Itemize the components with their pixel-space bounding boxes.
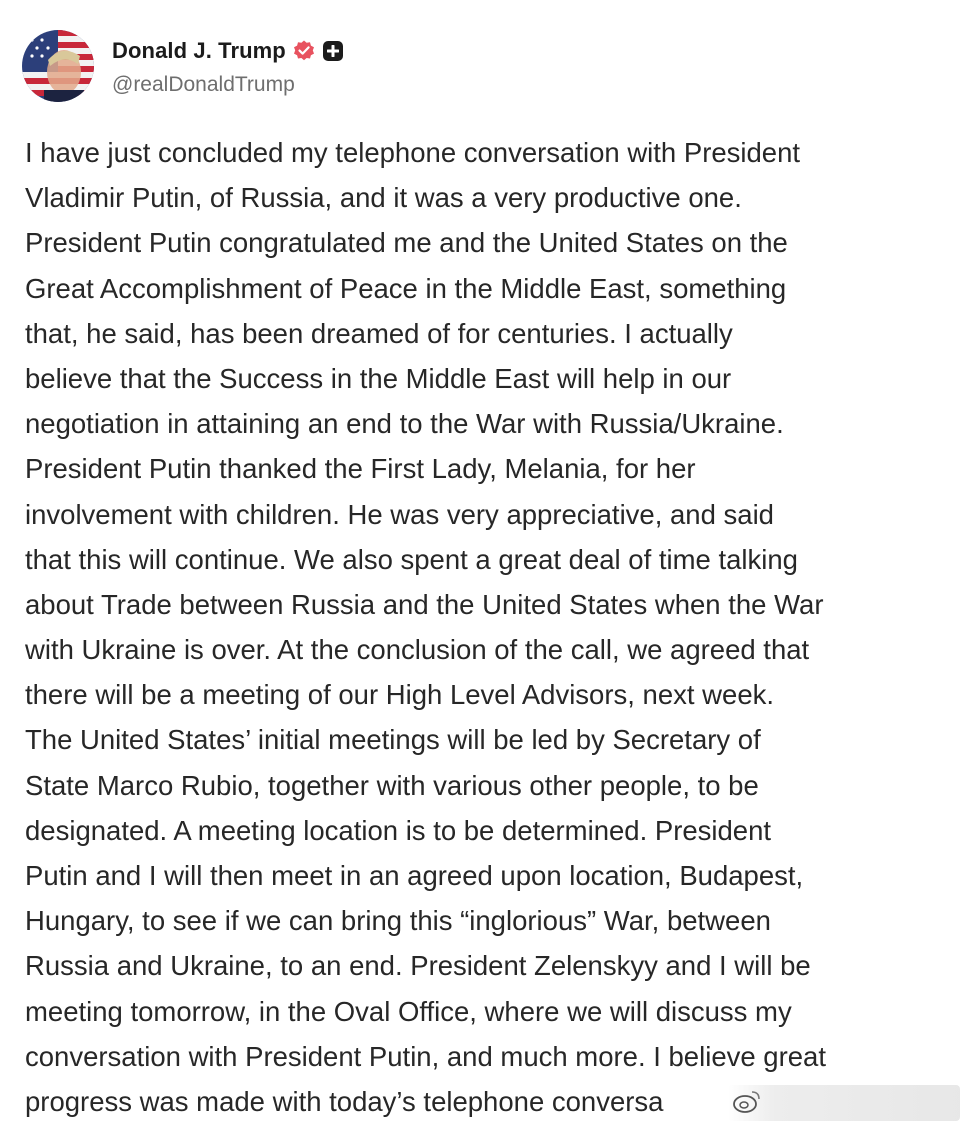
post-text-line: progress was made with today’s telephone conversa <box>25 1085 664 1117</box>
post-text-line: about Trade between Russia and the United States when the War <box>25 588 824 620</box>
post-text-line: that, he said, has been dreamed of for centuries. I actually <box>25 317 733 349</box>
post-text-line: State Marco Rubio, together with various other people, to be <box>25 769 759 801</box>
post-text-line: with Ukraine is over. At the conclusion of the call, we agreed that <box>25 634 810 666</box>
post-text-line: conversation with President Putin, and much more. I believe great <box>25 1040 826 1072</box>
author-info <box>112 35 344 97</box>
plus-badge-icon <box>322 40 344 62</box>
post-text-line: negotiation in attaining an end to the War with Russia/Ukraine. <box>25 408 784 440</box>
avatar[interactable] <box>22 30 94 102</box>
display-name-row <box>112 35 344 67</box>
verified-badge-icon <box>292 39 316 63</box>
post-text-line: meeting tomorrow, in the Oval Office, where we will discuss my <box>25 995 792 1027</box>
post-text-line: I have just concluded my telephone conversation with President <box>25 137 801 168</box>
post-text-line: involvement with children. He was very appreciative, and said <box>25 498 774 530</box>
post-text-line: Great Accomplishment of Peace in the Middle East, something <box>25 272 787 304</box>
post-text-line: there will be a meeting of our High Level Advisors, next week. <box>25 679 774 711</box>
post-text-line: Putin and I will then meet in an agreed upon location, Budapest, <box>25 860 804 891</box>
author-handle[interactable]: @realDonaldTrump <box>112 73 295 96</box>
post-text-line: believe that the Success in the Middle East will help in our <box>25 362 732 394</box>
avatar-image <box>22 30 94 102</box>
post-header <box>22 30 344 102</box>
weibo-logo-icon <box>732 1088 762 1119</box>
post-text-line: Vladimir Putin, of Russia, and it was a very productive one. <box>25 182 742 214</box>
post-text-line: President Putin thanked the First Lady, Melania, for her <box>25 453 696 485</box>
post-text-line: designated. A meeting location is to be determined. President <box>25 814 772 846</box>
post-text-line: Hungary, to see if we can bring this “inglorious” War, between <box>25 905 771 937</box>
display-name[interactable]: Donald J. Trump <box>112 38 286 63</box>
post-text-line: Russia and Ukraine, to an end. President Zelenskyy and I will be <box>25 950 811 982</box>
post-text-line: The United States’ initial meetings will be led by Secretary of <box>25 724 761 756</box>
post-body <box>25 130 950 1124</box>
post-text-line: President Putin congratulated me and the United States on the <box>25 227 788 259</box>
watermark <box>728 1085 960 1121</box>
post-text-line: that this will continue. We also spent a great deal of time talking <box>25 543 798 575</box>
